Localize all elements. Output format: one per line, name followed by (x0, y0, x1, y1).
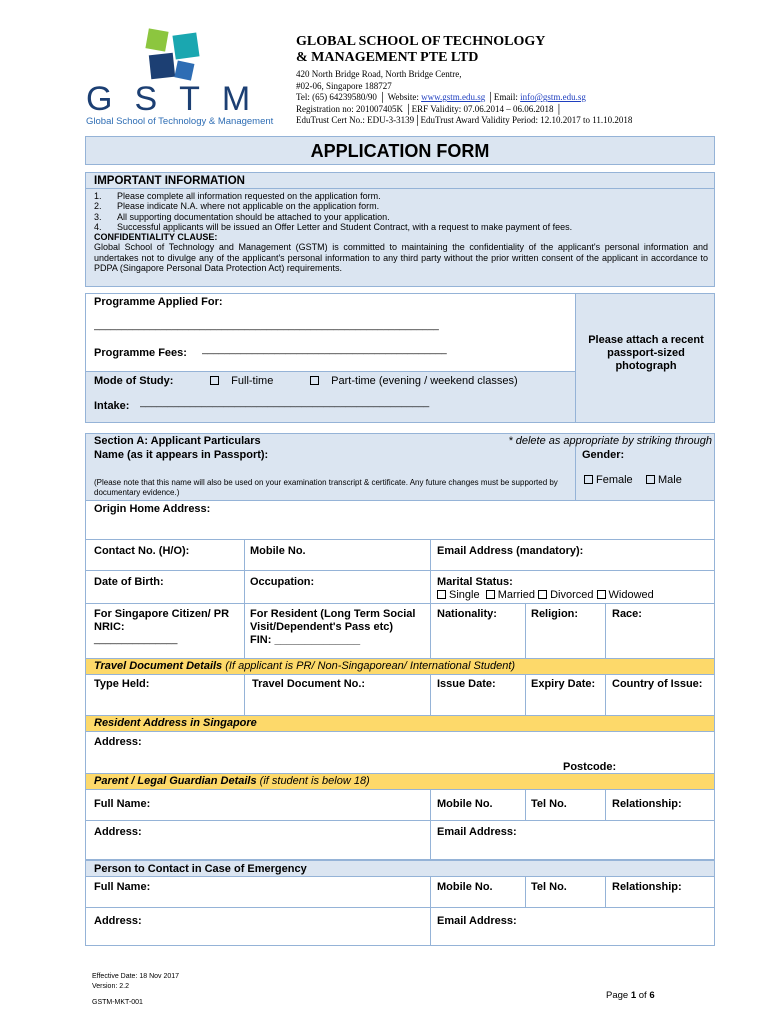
resident-label: For Resident (Long Term Social Visit/Dependent's Pass etc) (250, 608, 416, 633)
confidentiality-heading: CONFIDENTIALITY CLAUSE: (94, 232, 218, 243)
programme-fees-input[interactable]: ____________________________________________ (202, 344, 447, 355)
resident-heading: Resident Address in Singapore (94, 717, 257, 729)
guardian-address-label[interactable]: Address: (94, 826, 142, 838)
name-label[interactable]: Name (as it appears in Passport): (94, 449, 269, 461)
guardian-heading: Parent / Legal Guardian Details (if student is below 18) (94, 775, 370, 787)
contact-no-label[interactable]: Contact No. (H/O): (94, 545, 190, 557)
document-code: GSTM-MKT-001 (92, 999, 143, 1006)
email-link[interactable]: info@gstm.edu.sg (520, 92, 586, 102)
guardian-mobile-label[interactable]: Mobile No. (437, 798, 493, 810)
emergency-email-label[interactable]: Email Address: (437, 915, 517, 927)
nric-input[interactable]: _______________ (94, 634, 178, 645)
male-checkbox[interactable] (646, 475, 655, 484)
race-label[interactable]: Race: (612, 608, 642, 620)
important-heading: IMPORTANT INFORMATION (86, 173, 714, 189)
widowed-checkbox[interactable] (597, 590, 606, 599)
parttime-checkbox[interactable] (310, 376, 319, 385)
section-a-heading: Section A: Applicant Particulars (94, 435, 261, 447)
type-held-label[interactable]: Type Held: (94, 678, 150, 690)
expiry-date-label[interactable]: Expiry Date: (531, 678, 596, 690)
website-link[interactable]: www.gstm.edu.sg (421, 92, 486, 102)
resident-address-box (85, 731, 715, 774)
version: Version: 2.2 (92, 983, 129, 990)
resident-address-label[interactable]: Address: (94, 736, 142, 748)
postcode-label[interactable]: Postcode: (563, 761, 617, 773)
emergency-tel-label[interactable]: Tel No. (531, 881, 567, 893)
emergency-heading: Person to Contact in Case of Emergency (94, 863, 307, 875)
logo-wordmark: GSTM (86, 80, 273, 118)
married-option[interactable]: Married (486, 589, 535, 601)
travel-heading: Travel Document Details (If applicant is PR/ Non-Singaporean/ International Student) (94, 660, 516, 672)
programme-fees-label: Programme Fees: (94, 347, 187, 359)
confidentiality-text: Global School of Technology and Management (GSTM) is committed to maintaining the confidentiality of the applicant's personal information and undertakes not to divulge any of the applicant's personal information to any third party without the prior written consent of the applicant in accordance to PDPA (Singapore Personal Data Protection Act) requirements. (94, 242, 708, 274)
emergency-mobile-label[interactable]: Mobile No. (437, 881, 493, 893)
religion-label[interactable]: Religion: (531, 608, 579, 620)
fulltime-option[interactable]: Full-time (210, 375, 273, 387)
important-item: 3. All supporting documentation should be attached to your application. (94, 211, 390, 222)
emergency-name-label[interactable]: Full Name: (94, 881, 151, 893)
intake-label: Intake: (94, 400, 130, 412)
guardian-email-label[interactable]: Email Address: (437, 826, 517, 838)
married-checkbox[interactable] (486, 590, 495, 599)
citizen-nric-label: For Singapore Citizen/ PR NRIC: (94, 608, 230, 633)
issue-date-label[interactable]: Issue Date: (437, 678, 496, 690)
divorced-option[interactable]: Divorced (538, 589, 593, 601)
gender-label: Gender: (582, 449, 625, 461)
single-option[interactable]: Single (437, 589, 480, 601)
nationality-label[interactable]: Nationality: (437, 608, 497, 620)
section-a-note: * delete as appropriate by striking through (508, 435, 712, 447)
email-label: │Email: (485, 92, 521, 102)
contact-line (296, 92, 736, 104)
important-info-box (85, 172, 715, 287)
tel-text: Tel: (65) 64239580/90 │ Website: (296, 92, 422, 102)
country-issue-label[interactable]: Country of Issue: (612, 678, 703, 690)
logo-tagline: Global School of Technology & Management (86, 116, 274, 127)
marital-status-label: Marital Status: (437, 576, 513, 588)
important-item: 1. Please complete all information requested on the application form. (94, 191, 381, 201)
female-option[interactable]: Female (584, 474, 633, 486)
widowed-option[interactable]: Widowed (597, 589, 654, 601)
important-item: 2. Please indicate N.A. where not applicable on the application form. (94, 201, 380, 212)
name-note: (Please note that this name will also be used on your examination transcript & certificate. Any future changes must be supported by documentary evidence.) (94, 478, 558, 497)
marital-options (437, 589, 654, 601)
email-mandatory-label[interactable]: Email Address (mandatory): (437, 545, 584, 557)
form-title-bar (85, 136, 715, 165)
guardian-tel-label[interactable]: Tel No. (531, 798, 567, 810)
footer-meta (92, 972, 179, 1008)
guardian-relationship-label[interactable]: Relationship: (612, 798, 682, 810)
travel-doc-no-label[interactable]: Travel Document No.: (252, 678, 366, 690)
registration-line: Registration no: 201007405K │ERF Validity: 07.06.2014 – 06.06.2018 │ (296, 103, 563, 114)
mode-of-study-label: Mode of Study: (94, 375, 174, 387)
important-item: 4. Successful applicants will be issued an Offer Letter and Student Contract, with a request to make payment of fees. (94, 221, 573, 232)
intake-input[interactable]: ____________________________________________________ (140, 397, 430, 408)
mobile-no-label[interactable]: Mobile No. (250, 545, 306, 557)
fulltime-checkbox[interactable] (210, 376, 219, 385)
programme-applied-label: Programme Applied For: (94, 296, 223, 308)
effective-date: Effective Date: 18 Nov 2017 (92, 973, 180, 980)
photo-placeholder[interactable]: Please attach a recent passport-sized photograph (588, 334, 704, 372)
male-option[interactable]: Male (646, 474, 682, 486)
edutrust-line: EduTrust Cert No.: EDU-3-3139│EduTrust Award Validity Period: 12.10.2017 to 11.10.2018 (296, 115, 633, 125)
origin-address-label[interactable]: Origin Home Address: (94, 503, 211, 515)
page-number: Page 1 of 6 (606, 990, 655, 1001)
guardian-name-label[interactable]: Full Name: (94, 798, 151, 810)
important-list (86, 189, 714, 273)
divorced-checkbox[interactable] (538, 590, 547, 599)
occupation-label[interactable]: Occupation: (250, 576, 315, 588)
single-checkbox[interactable] (437, 590, 446, 599)
school-name-line2: & MANAGEMENT PTE LTD (296, 50, 479, 65)
address-line1: 420 North Bridge Road, North Bridge Centre, (296, 69, 462, 79)
school-name-line1: GLOBAL SCHOOL OF TECHNOLOGY (296, 34, 546, 49)
emergency-address-label[interactable]: Address: (94, 915, 142, 927)
parttime-option[interactable]: Part-time (evening / weekend classes) (310, 375, 518, 387)
female-checkbox[interactable] (584, 475, 593, 484)
form-title: APPLICATION FORM (310, 141, 490, 161)
dob-label[interactable]: Date of Birth: (94, 576, 164, 588)
gstm-logo (84, 28, 284, 128)
emergency-relationship-label[interactable]: Relationship: (612, 881, 682, 893)
fin-input[interactable]: FIN: ______________ (250, 634, 361, 646)
address-line2: #02-06, Singapore 188727 (296, 80, 392, 91)
programme-applied-input[interactable]: ______________________________________________________________ (94, 320, 439, 331)
school-header (296, 34, 736, 127)
